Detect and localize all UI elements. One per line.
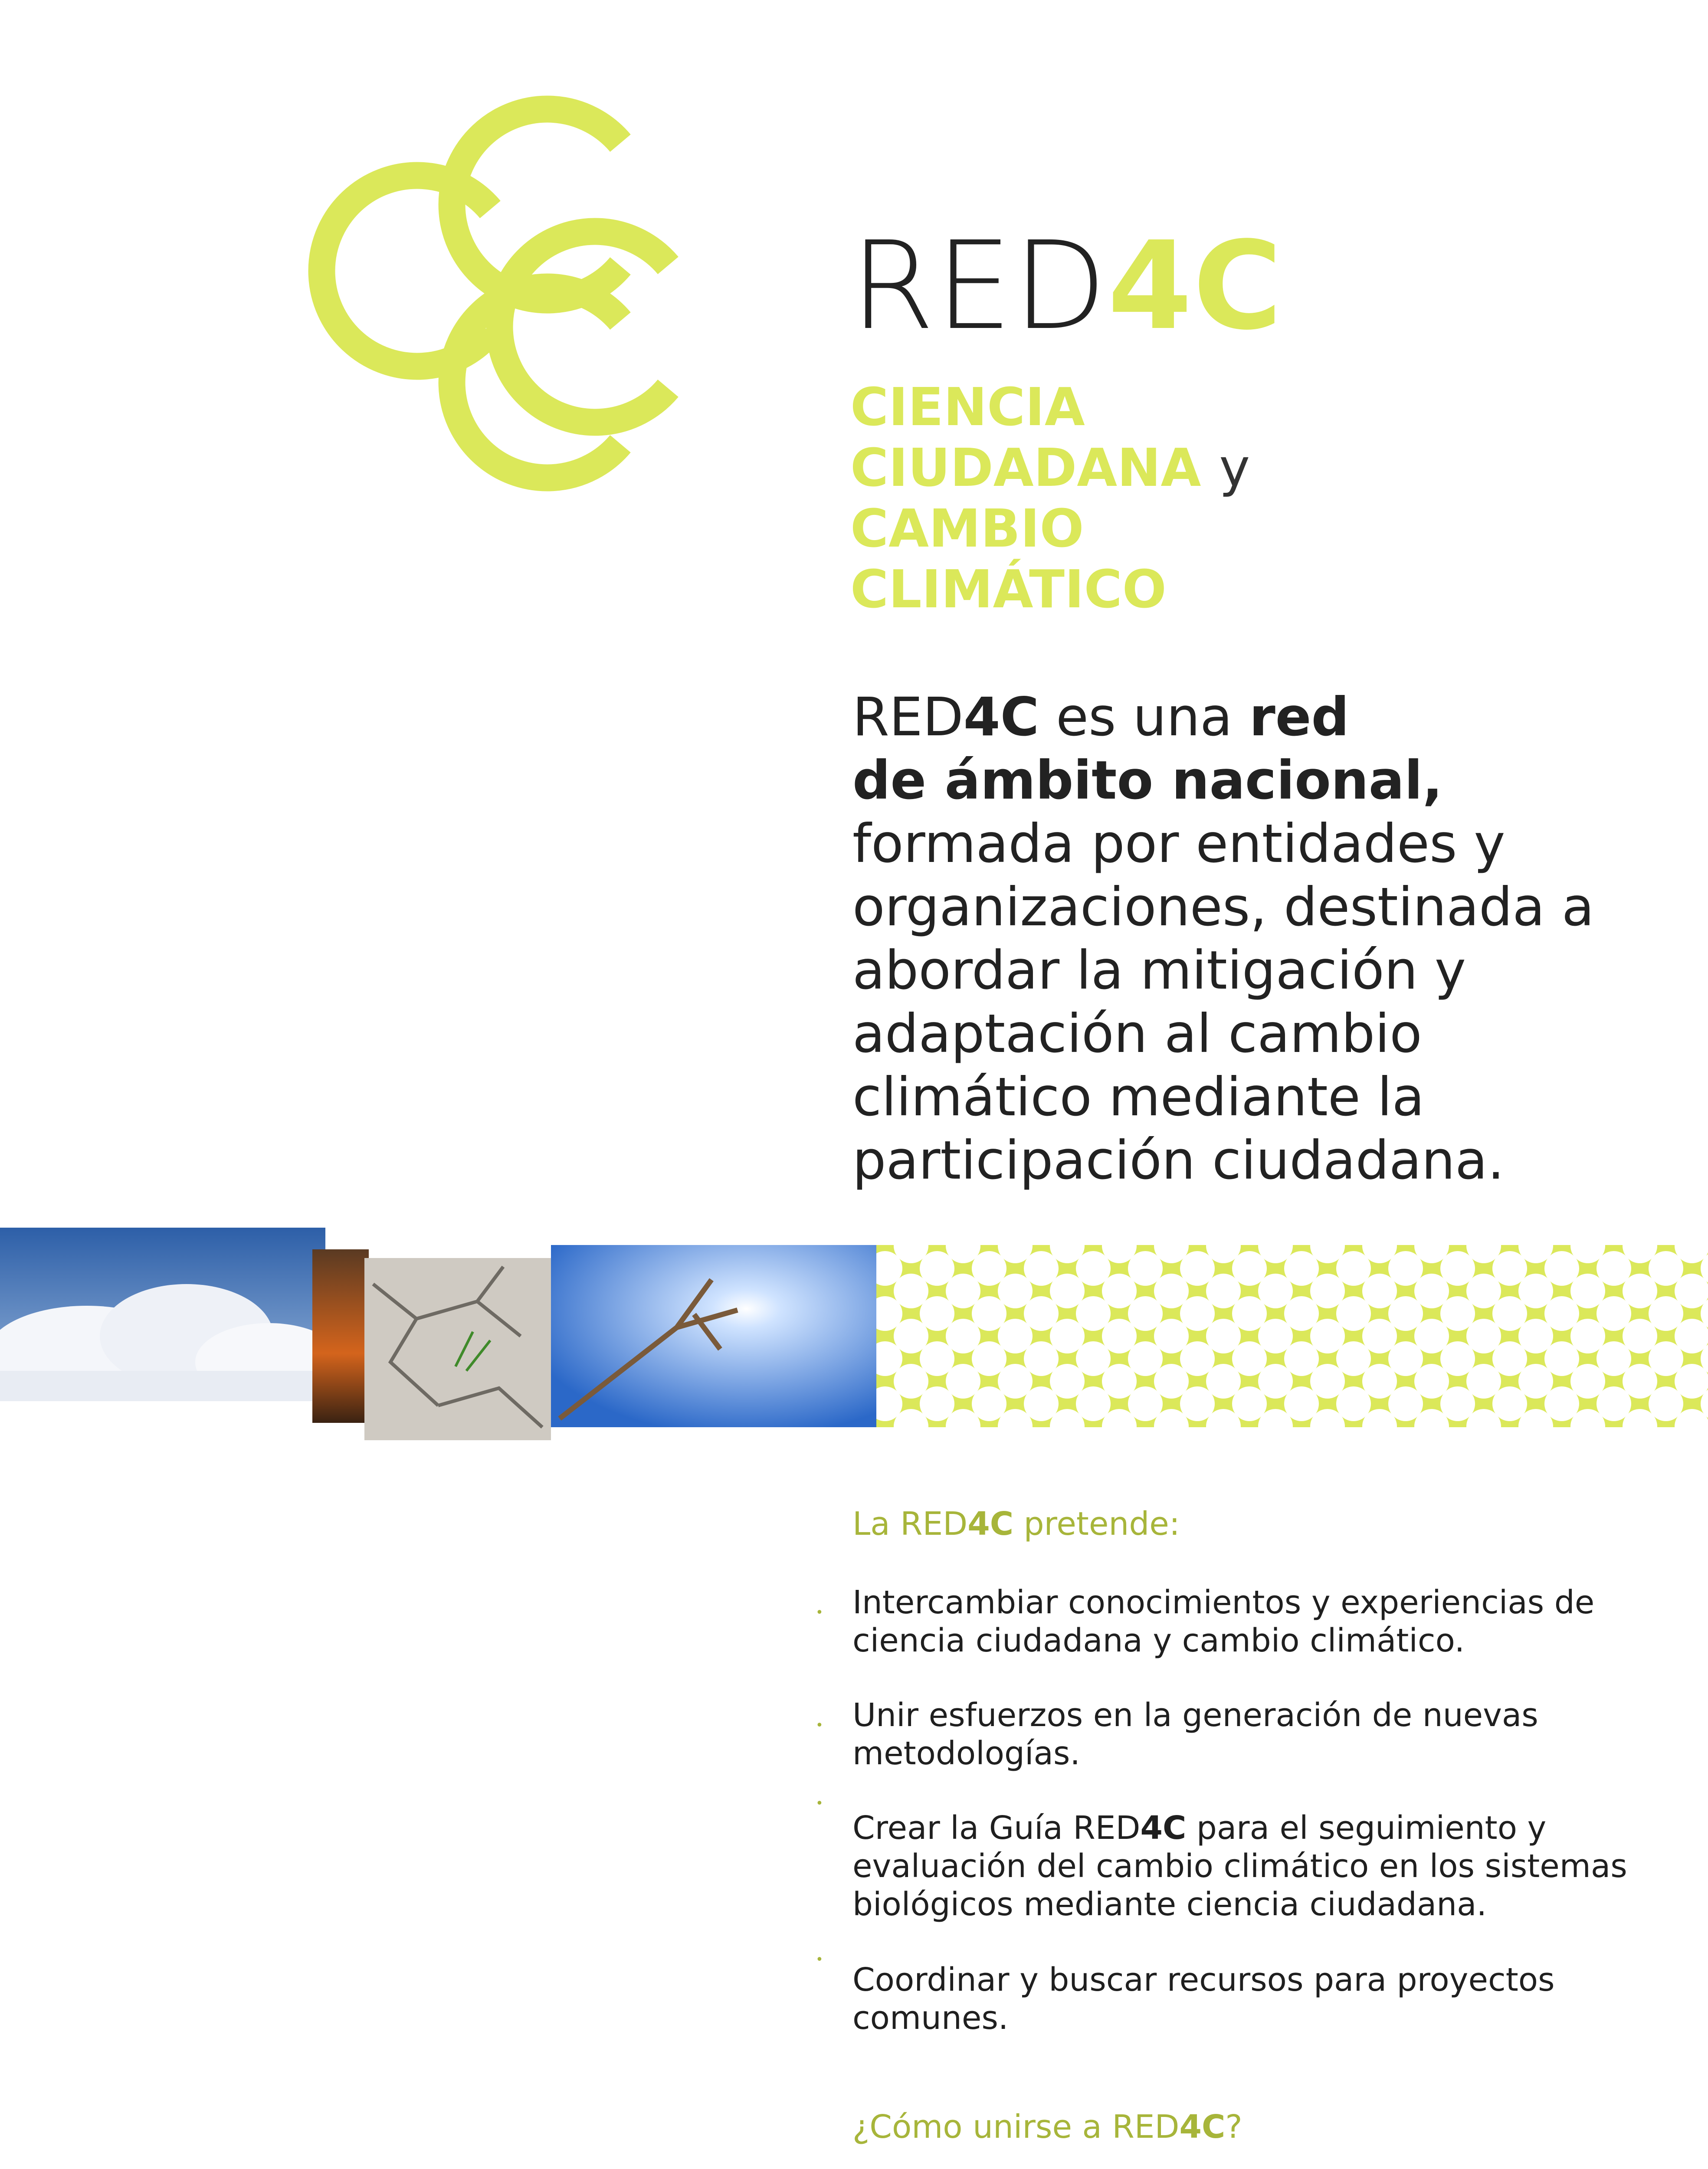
hex-pattern [876, 1245, 1708, 1427]
intro-paragraph [852, 685, 1633, 1192]
goal-bullet-1: • [816, 1605, 823, 1620]
tagline-line4: CLIMÁTICO [850, 560, 1167, 620]
goal-item-2: Unir esfuerzos en la generación de nuevas metodologías. [852, 1697, 1538, 1772]
join-title-prefix: ¿Cómo unirse a RED [852, 2108, 1180, 2146]
tagline-line1: CIENCIA [850, 377, 1085, 438]
cracked-earth-photo [364, 1258, 551, 1440]
intro-bold-a: red [1249, 686, 1349, 748]
brand-prefix: RED [850, 216, 1108, 357]
wildfire-photo [312, 1249, 369, 1423]
intro-text-a: es una [1039, 686, 1249, 748]
brand-wordmark [850, 216, 1283, 357]
tagline-connector: y [1219, 438, 1250, 498]
join-title-suffix: ? [1225, 2108, 1242, 2146]
intro-prefix: RED [852, 686, 964, 748]
intro-text-b: formada por entidades y organizaciones, destinada a abordar la mitigación y adaptación al cambio climático mediante la participación ciudadana. [852, 813, 1594, 1191]
goals-title [852, 1505, 1180, 1543]
join-title-brand: 4C [1179, 2108, 1226, 2146]
photo-band [0, 1223, 1708, 1449]
goals-title-prefix: La RED [852, 1505, 968, 1543]
red4c-logo-rings [286, 87, 807, 499]
intro-brand: 4C [963, 686, 1039, 748]
goal-bullet-3: • [816, 1796, 823, 1811]
goals-title-brand: 4C [967, 1505, 1014, 1543]
goal-item-4: Coordinar y buscar recursos para proyectos comunes. [852, 1961, 1555, 2037]
goal-bullet-2: • [816, 1718, 823, 1733]
tagline-line3: CAMBIO [850, 499, 1084, 559]
goal-item-3-post: para el seguimiento y evaluación del cambio climático en los sistemas biológicos mediante ciencia ciudadana. [852, 1809, 1627, 1923]
intro-bold-b: de ámbito nacional, [852, 750, 1443, 811]
goals-title-suffix: pretende: [1013, 1505, 1180, 1543]
sun-branch-photo [551, 1245, 876, 1427]
goal-item-3 [852, 1809, 1677, 1923]
tagline-line2: CIUDADANA [850, 438, 1201, 498]
brand-suffix: 4C [1108, 216, 1283, 357]
goal-item-3-brand: 4C [1140, 1809, 1187, 1847]
clouds-photo [0, 1228, 343, 1401]
goal-item-1: Intercambiar conocimientos y experiencias de ciencia ciudadana y cambio climático. [852, 1584, 1595, 1659]
join-title [852, 2108, 1242, 2146]
tagline [850, 377, 1250, 620]
goal-item-3-pre: Crear la Guía RED [852, 1809, 1141, 1847]
goal-bullet-4: • [816, 1952, 823, 1967]
